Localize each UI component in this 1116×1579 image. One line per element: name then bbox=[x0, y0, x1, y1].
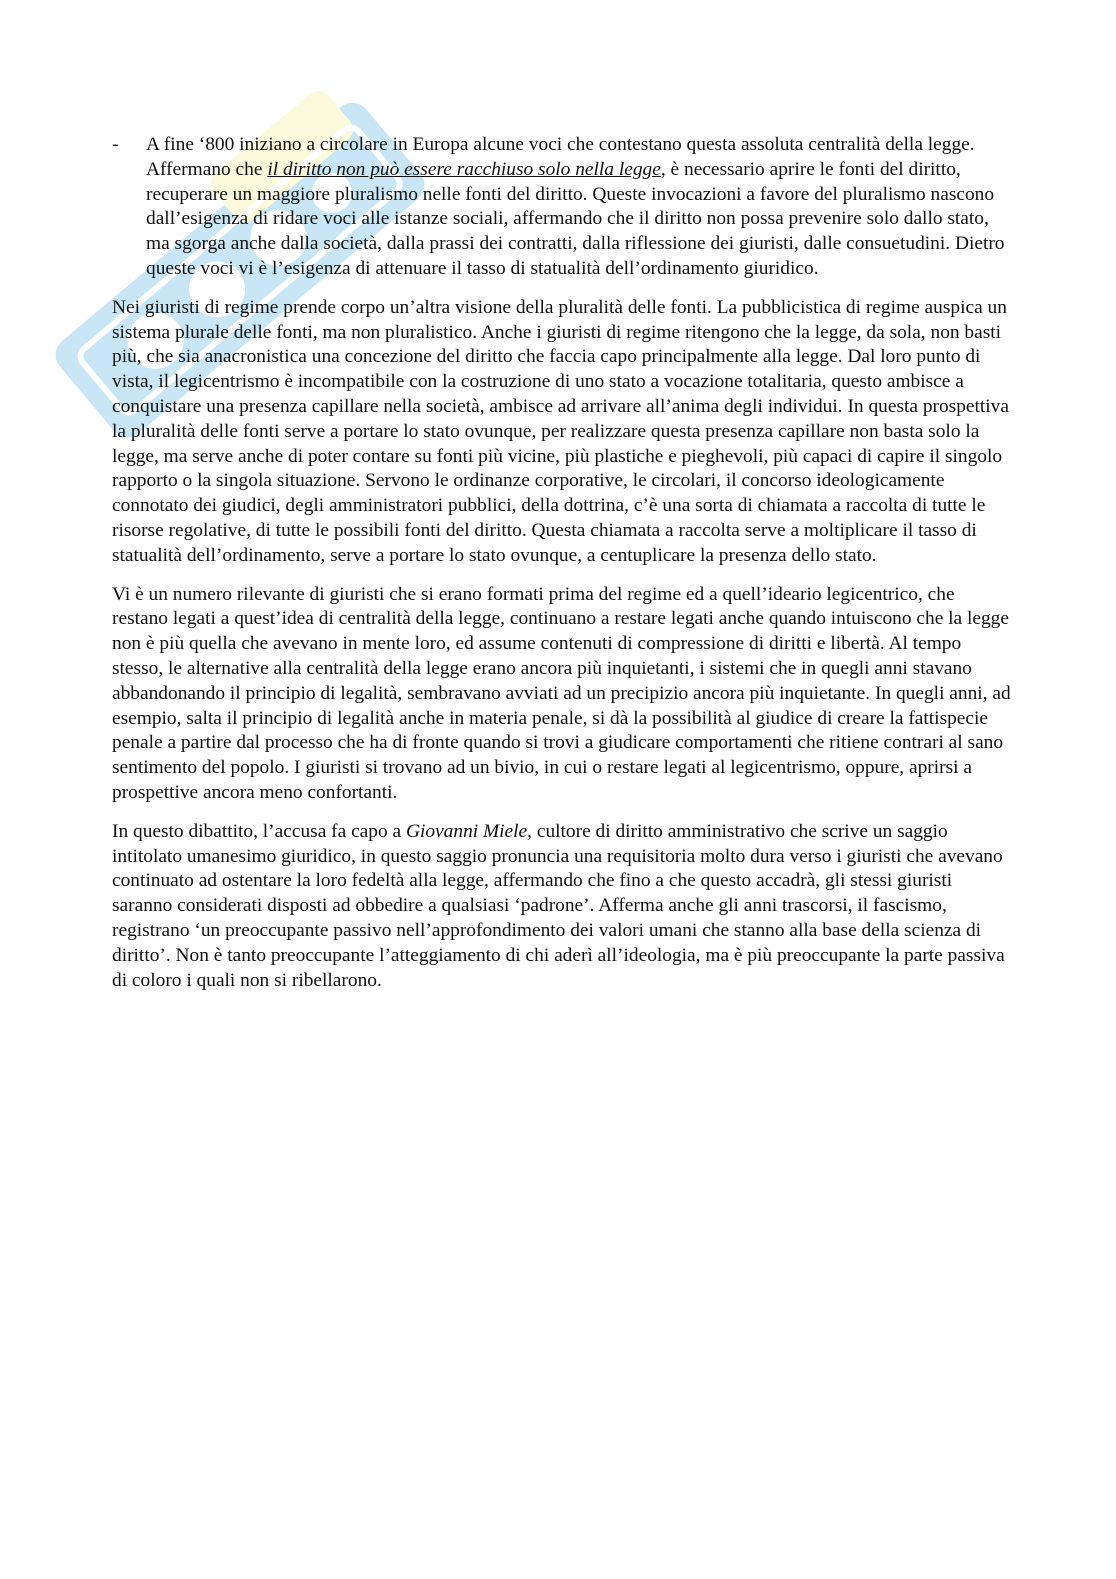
paragraph-1-emphasis: il diritto non può essere racchiuso solo nella legge bbox=[267, 158, 661, 180]
document-body bbox=[112, 133, 1012, 1007]
author-name: Giovanni Miele bbox=[405, 820, 528, 842]
paragraph-4-text-end: , cultore di diritto amministrativo che scrive un saggio intitolato umanesimo giuridico, in questo saggio pronuncia una requisitoria molto dura verso i giuristi che avevano continuato ad ostentare la loro fedeltà alla legge, affermando che fino a che questo accadrà, gli stessi giuristi saranno considerati disposti ad obbedire a qualsiasi ‘padrone’. Afferma anche gli anni trascorsi, il fascismo, registrano ‘un preoccupante passivo nell’approfondimento dei valori umani che stanno alla base della scienza di diritto’. Non è tanto preoccupante l’atteggiamento di chi aderì all’ideologia, ma è più preoccupante la parte passiva di coloro i quali non si ribellarono. bbox=[112, 820, 1005, 991]
paragraph-3: Vi è un numero rilevante di giuristi che si erano formati prima del regime ed a quell’ideario legicentrico, che restano legati a quest’idea di centralità della legge, continuano a restare legati anche quando intuiscono che la legge non è più quella che avevano in mente loro, ed assume contenuti di compressione di diritti e libertà. Al tempo stesso, le alternative alla centralità della legge erano ancora più inquietanti, i sistemi che in quegli anni stavano abbandonando il principio di legalità, sembravano avviati ad un precipizio ancora più inquietante. In quegli anni, ad esempio, salta il principio di legalità anche in materia penale, si dà la possibilità al giudice di creare la fattispecie penale a partire dal processo che ha di fronte quando si trovi a giudicare comportamenti che ritiene contrari al sano sentimento del popolo. I giuristi si trovano ad un bivio, in cui o restare legati al legicentrismo, oppure, aprirsi a prospettive ancora meno confortanti. bbox=[112, 583, 1011, 803]
paragraph-1-text-end: , è necessario aprire le fonti del diritto, recuperare un maggiore pluralismo nelle fonti del diritto. Queste invocazioni a favore del pluralismo nascono dall’esigenza di ridare voci alle istanze sociali, affermando che il diritto non possa prevenire solo dallo stato, ma sgorga anche dalla società, dalla prassi dei contratti, dalla riflessione dei giuristi, dalle consuetudini. Dietro queste voci vi è l’esigenza di attenuare il tasso di statualità dell’ordinamento giuridico. bbox=[146, 158, 1005, 279]
bullet-paragraph bbox=[112, 133, 1012, 282]
paragraph-4 bbox=[112, 820, 1012, 994]
bullet-marker: - bbox=[112, 134, 119, 155]
paragraph-2: Nei giuristi di regime prende corpo un’altra visione della pluralità delle fonti. La pubblicistica di regime auspica un sistema plurale delle fonti, ma non pluralistico. Anche i giuristi di regime ritengono che la legge, da sola, non basti più, che sia anacronistica una concezione del diritto che faccia capo principalmente alla legge. Dal loro punto di vista, il legicentrismo è incompatibile con la costruzione di uno stato a vocazione totalitaria, questo ambisce a conquistare una presenza capillare nella società, ambisce ad arrivare all’anima degli individui. In questa prospettiva la pluralità delle fonti serve a portare lo stato ovunque, per realizzare questa presenza capillare non basta solo la legge, ma serve anche di poter contare su fonti più vicine, più plastiche e pieghevoli, più capaci di capire il singolo rapporto o la singola situazione. Servono le ordinanze corporative, le circolari, il concorso ideologicamente connotato dei giudici, degli amministratori pubblici, della dottrina, c’è una sorta di chiamata a raccolta di tutte le risorse regolative, di tutte le possibili fonti del diritto. Questa chiamata a raccolta serve a moltiplicare il tasso di statualità dell’ordinamento, serve a portare lo stato ovunque, a centuplicare la presenza dello stato. bbox=[112, 296, 1009, 566]
paragraph-1-text-start: A fine ‘800 iniziano a circolare in Europa alcune voci che contestano questa assoluta centralità della legge. Affermano che bbox=[146, 134, 975, 180]
paragraph-4-text-start: In questo dibattito, l’accusa fa capo a bbox=[112, 820, 406, 842]
